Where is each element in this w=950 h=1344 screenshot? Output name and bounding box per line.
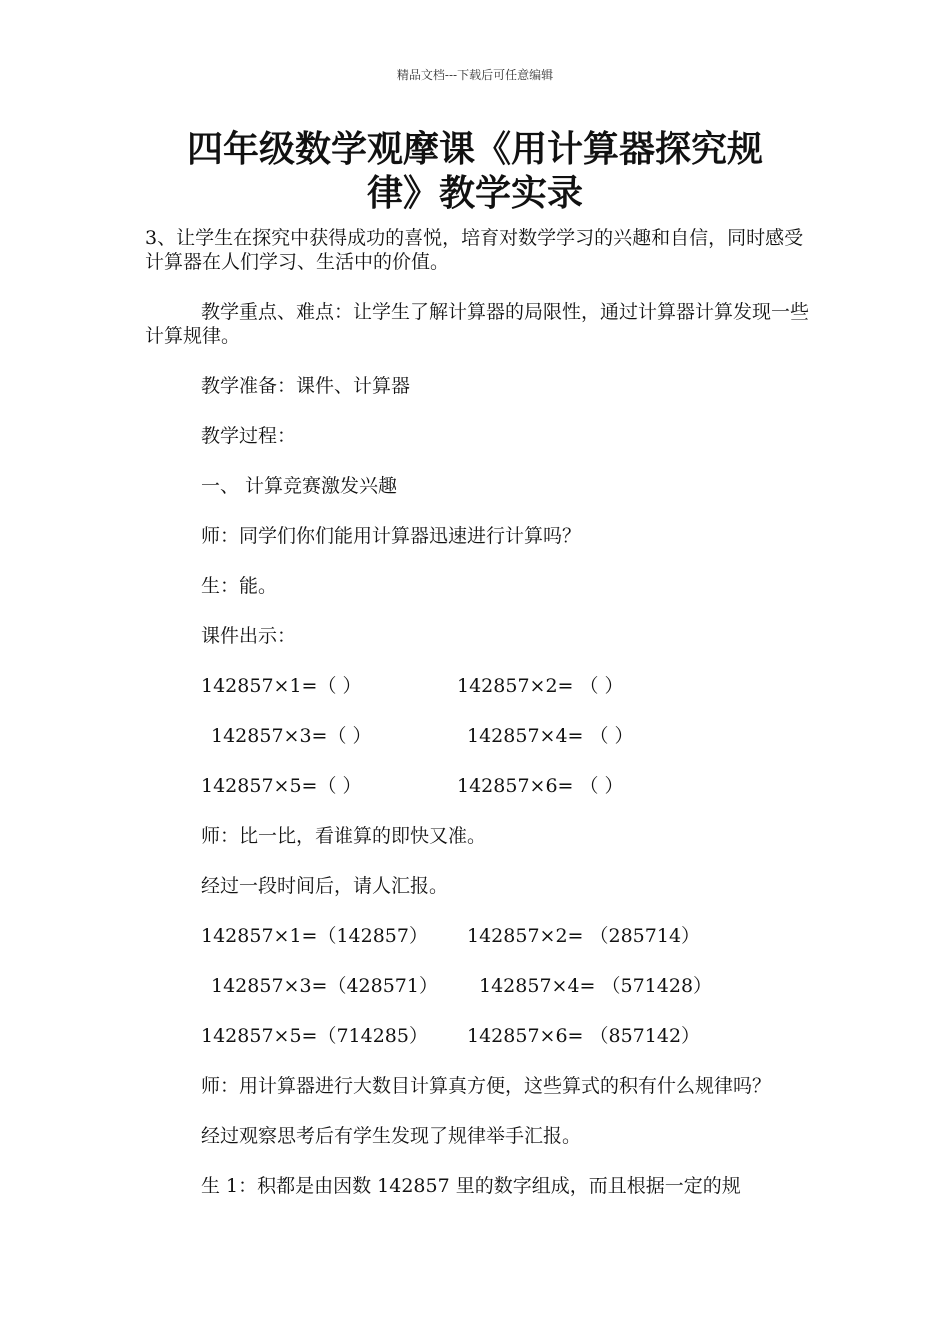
exercise-item: 142857×1=（ ） [201,675,362,697]
exercise-item: 142857×6= （ ） [457,775,624,797]
page-header: 精品文档---下载后可任意编辑 [396,68,554,82]
answer-row [145,924,810,948]
answer-item: 142857×1=（142857） [201,925,428,947]
answer-item: 142857×6= （857142） [467,1025,701,1047]
exercise-item: 142857×4= （ ） [467,725,634,747]
exercise-row [145,774,810,798]
answer-item: 142857×5=（714285） [201,1025,428,1047]
key-points-paragraph: 教学重点、难点：让学生了解计算器的局限性，通过计算器计算发现一些计算规律。 [145,301,810,347]
answer-item: 142857×4= （571428） [479,975,713,997]
section-1-heading: 一、 计算竞赛激发兴趣 [201,475,398,497]
title-line-2: 律》教学实录 [366,173,583,214]
answer-item: 142857×2= （285714） [467,925,701,947]
exercise-item: 142857×3=（ ） [211,725,372,747]
document-title [100,128,850,216]
exercise-row [145,674,810,698]
goal-paragraph: 3、让学生在探究中获得成功的喜悦，培育对数学学习的兴趣和自信，同时感受计算器在人们学习、生活中的价值。 [145,227,804,273]
preparation-paragraph: 教学准备：课件、计算器 [201,375,411,397]
exercise-item: 142857×2= （ ） [457,675,624,697]
document-body [145,226,810,1224]
teacher-instruction: 师：比一比，看谁算的即快又准。 [201,825,487,847]
answer-row [145,1024,810,1048]
observation-paragraph: 经过观察思考后有学生发现了规律举手汇报。 [201,1125,582,1147]
courseware-label: 课件出示： [201,625,297,647]
student-answer-2: 生 1：积都是由因数 142857 里的数字组成，而且根据一定的规 [201,1175,741,1197]
exercise-row [145,724,810,748]
report-intro: 经过一段时间后，请人汇报。 [201,875,449,897]
exercise-item: 142857×5=（ ） [201,775,362,797]
process-heading: 教学过程： [201,425,297,447]
teacher-question-1: 师：同学们你们能用计算器迅速进行计算吗？ [201,525,582,547]
answer-row [145,974,810,998]
student-answer-1: 生：能。 [201,575,278,597]
title-line-1: 四年级数学观摩课《用计算器探究规 [186,129,763,170]
answer-item: 142857×3=（428571） [211,975,438,997]
teacher-question-2: 师：用计算器进行大数目计算真方便，这些算式的积有什么规律吗？ [201,1075,772,1097]
